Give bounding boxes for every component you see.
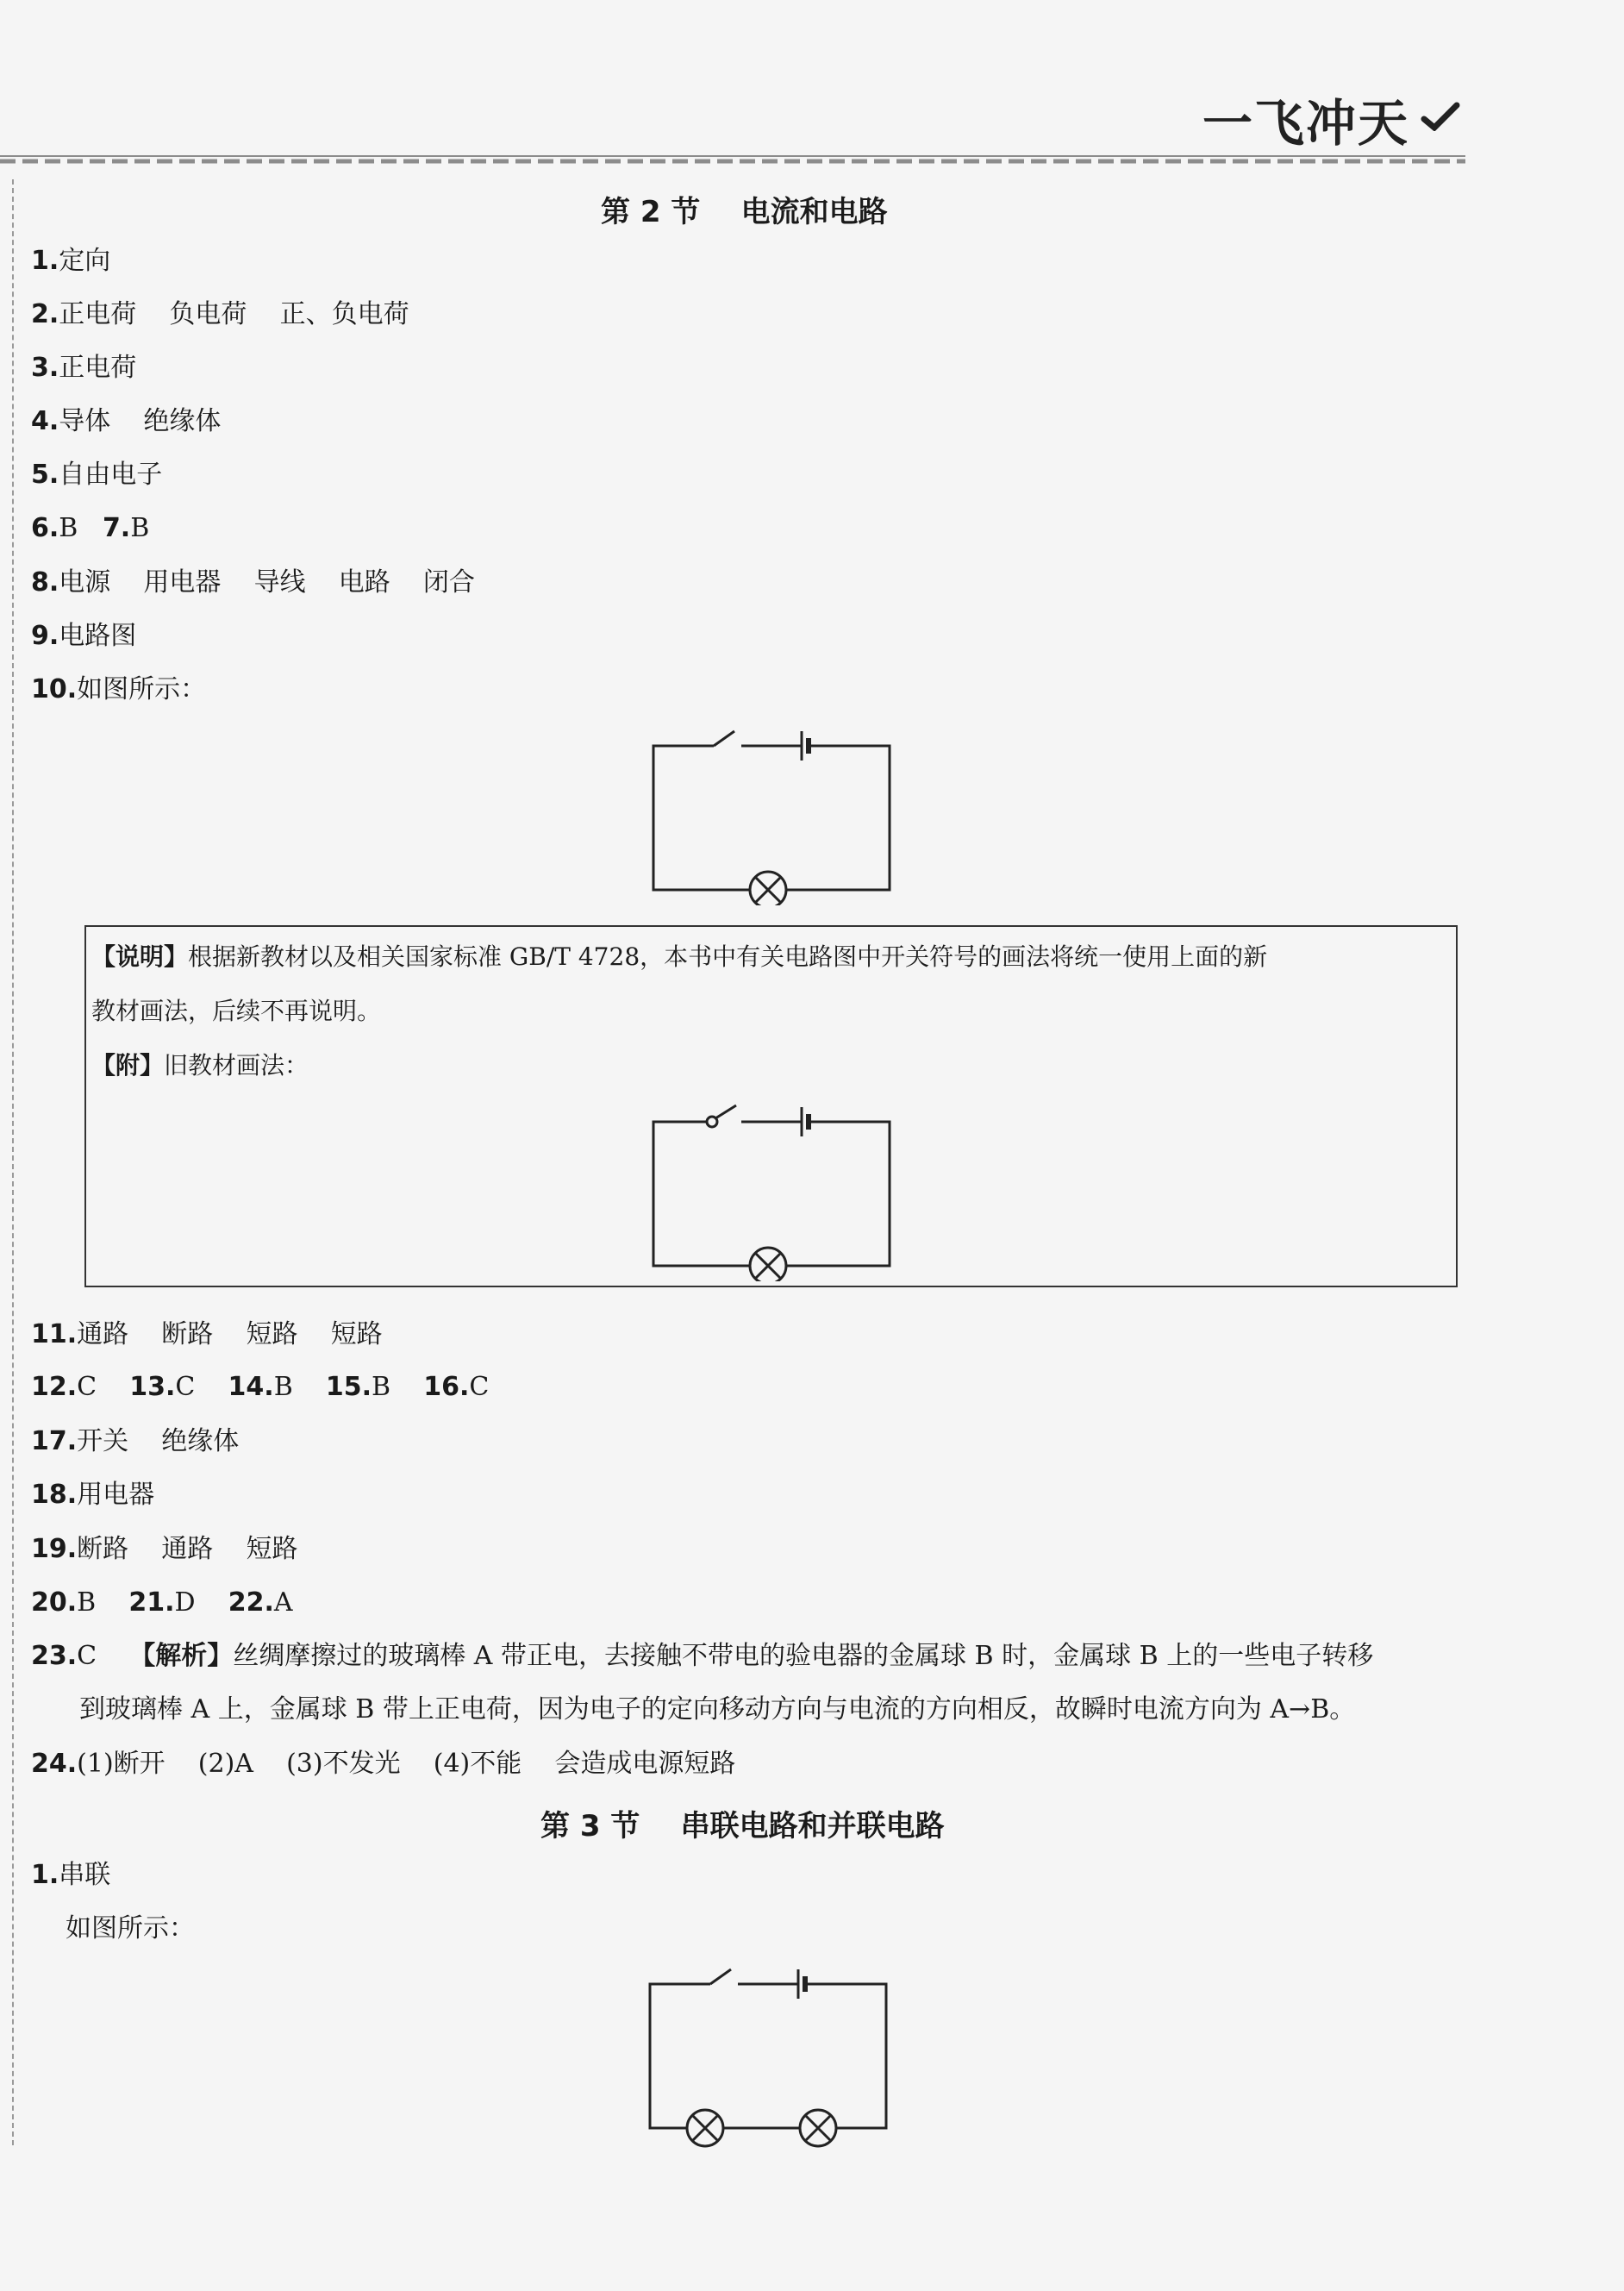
- answer-item: 3.正电荷: [31, 353, 137, 383]
- checkmark-icon: [1421, 102, 1460, 131]
- answer-item: 5.自由电子: [31, 460, 163, 490]
- series-circuit-diagram: [643, 1962, 893, 2152]
- note-text: 【说明】根据新教材以及相关国家标准 GB/T 4728，本书中有关电路图中开关符号的画法将统一使用上面的新: [91, 942, 1268, 971]
- brand-logo: 一飞冲天: [1202, 94, 1410, 153]
- answer-continuation: 如图所示：: [66, 1913, 195, 1944]
- answer-continuation: 到玻璃棒 A 上，金属球 B 带上正电荷，因为电子的定向移动方向与电流的方向相反，故瞬时电流方向为 A→B。: [79, 1694, 1356, 1725]
- answer-item: 1.定向: [31, 246, 111, 276]
- answer-item: 6.B 7.B: [31, 513, 150, 543]
- answer-item: 2.正电荷 负电荷 正、负电荷: [31, 299, 409, 329]
- answer-item: 23.C 【解析】丝绸摩擦过的玻璃棒 A 带正电，去接触不带电的验电器的金属球 B 时，金属球 B 上的一些电子转移: [31, 1641, 1374, 1671]
- answer-item: 4.导体 绝缘体: [31, 406, 222, 436]
- answer-item: 8.电源 用电器 导线 电路 闭合: [31, 567, 475, 598]
- margin-guide: [12, 179, 14, 2145]
- section-title: 第 2 节 电流和电路: [601, 195, 888, 229]
- answer-item: 20.B 21.D 22.A: [31, 1587, 293, 1618]
- note-text: 教材画法，后续不再说明。: [91, 997, 382, 1025]
- answer-item: 12.C 13.C 14.B 15.B 16.C: [31, 1372, 490, 1402]
- header-divider: [0, 153, 1465, 164]
- answer-item: 10.如图所示：: [31, 674, 207, 704]
- circuit-diagram-old: [646, 1100, 896, 1281]
- note-text: 【附】旧教材画法：: [91, 1051, 309, 1080]
- answer-item: 18.用电器: [31, 1480, 155, 1510]
- answer-item: 9.电路图: [31, 621, 137, 651]
- answer-item: 17.开关 绝缘体: [31, 1426, 240, 1456]
- answer-item: 24.(1)断开 (2)A (3)不发光 (4)不能 会造成电源短路: [31, 1749, 736, 1779]
- answer-item: 1.串联: [31, 1860, 111, 1890]
- answer-item: 11.通路 断路 短路 短路: [31, 1319, 383, 1349]
- section-title: 第 3 节 串联电路和并联电路: [540, 1809, 945, 1843]
- circuit-diagram: [646, 724, 896, 905]
- answer-item: 19.断路 通路 短路: [31, 1534, 298, 1564]
